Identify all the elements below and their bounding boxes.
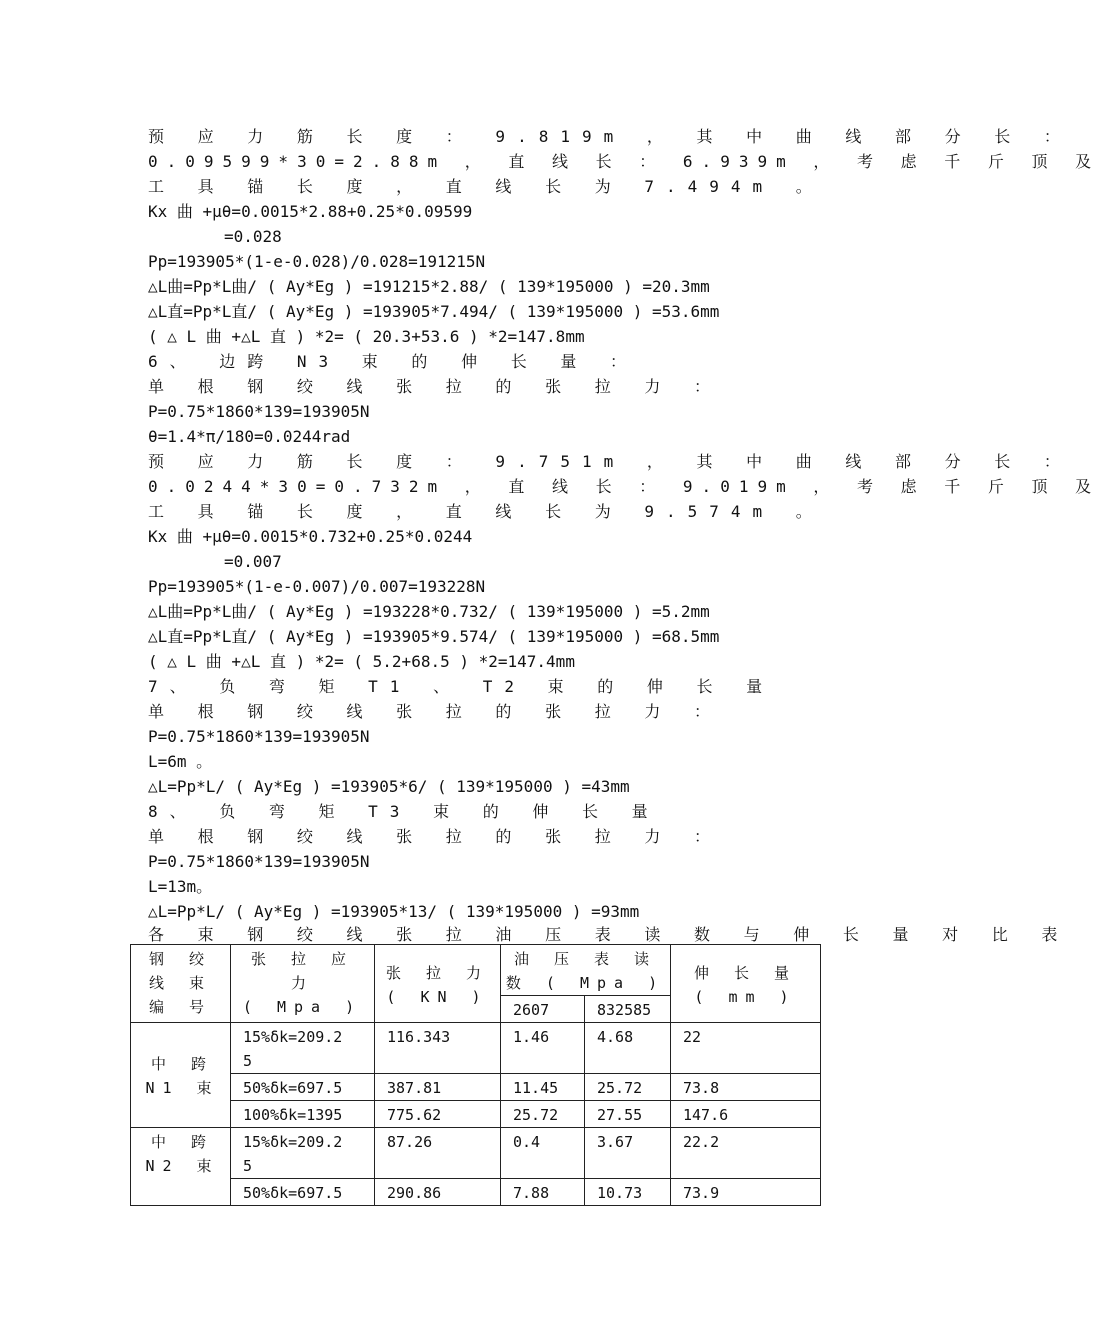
header-elongation: 伸 长 量 ( mm ) <box>671 945 821 1023</box>
text-line: Pp=193905*(1-e-0.007)/0.007=193228N <box>148 577 486 596</box>
cell-force: 116.343 <box>375 1023 501 1074</box>
text-line: P=0.75*1860*139=193905N <box>148 727 370 746</box>
text-line: 预 应 力 筋 长 度 ： 9.751m ， 其 中 曲 线 部 分 长 ： <box>148 452 1072 471</box>
cell-gauge-1: 1.46 <box>501 1023 585 1074</box>
text-line: Kx 曲 +μθ=0.0015*0.732+0.25*0.0244 <box>148 527 473 546</box>
cell-gauge-2: 25.72 <box>585 1074 671 1101</box>
text-line: △L直=Pp*L直/ ( Ay*Eg ) =193905*7.494/ ( 139*195000 ) =53.6mm <box>148 302 720 321</box>
cell-gauge-2: 27.55 <box>585 1101 671 1128</box>
cell-stress: 50%δk=697.5 <box>231 1179 375 1206</box>
cell-gauge-1: 11.45 <box>501 1074 585 1101</box>
cell-elongation: 22.2 <box>671 1128 821 1179</box>
cell-gauge-2: 10.73 <box>585 1179 671 1206</box>
table-row <box>131 1179 821 1206</box>
cell-gauge-1: 25.72 <box>501 1101 585 1128</box>
text-line: L=13m。 <box>148 877 213 896</box>
cell-stress: 15%δk=209.2 5 <box>231 1023 375 1074</box>
text-line: L=6m 。 <box>148 752 213 771</box>
text-line: 工 具 锚 长 度 ， 直 线 长 为 9.574m 。 <box>148 502 824 521</box>
header-gauge-2: 832585 <box>585 996 671 1023</box>
text-line: Kx 曲 +μθ=0.0015*2.88+0.25*0.09599 <box>148 202 473 221</box>
cell-elongation: 73.9 <box>671 1179 821 1206</box>
cell-gauge-2: 4.68 <box>585 1023 671 1074</box>
text-line: 0.0244*30=0.732m ， 直 线 长 ： 9.019m ， 考 虑 千 斤 顶 及 <box>148 477 1100 496</box>
table-row <box>131 1128 821 1179</box>
cell-force: 87.26 <box>375 1128 501 1179</box>
text-line: △L曲=Pp*L曲/ ( Ay*Eg ) =191215*2.88/ ( 139*195000 ) =20.3mm <box>148 277 710 296</box>
header-gauge-1: 2607 <box>501 996 585 1023</box>
text-line: 0.09599*30=2.88m ， 直 线 长 ： 6.939m ， 考 虑 千 斤 顶 及 <box>148 152 1100 171</box>
cell-stress: 100%δk=1395 <box>231 1101 375 1128</box>
cell-stress: 50%δk=697.5 <box>231 1074 375 1101</box>
header-gauge: 油 压 表 读 数 ( Mpa ) <box>501 945 671 996</box>
group-label: 中 跨 N2 束 <box>131 1128 231 1206</box>
text-line: 单 根 钢 绞 线 张 拉 的 张 拉 力 ： <box>148 377 722 396</box>
cell-gauge-1: 7.88 <box>501 1179 585 1206</box>
cell-gauge-1: 0.4 <box>501 1128 585 1179</box>
text-line: P=0.75*1860*139=193905N <box>148 402 370 421</box>
text-line: △L曲=Pp*L曲/ ( Ay*Eg ) =193228*0.732/ ( 139*195000 ) =5.2mm <box>148 602 710 621</box>
cell-gauge-2: 3.67 <box>585 1128 671 1179</box>
cell-force: 387.81 <box>375 1074 501 1101</box>
text-line: 工 具 锚 长 度 ， 直 线 长 为 7.494m 。 <box>148 177 824 196</box>
header-strand-id: 钢 绞 线 束 编 号 <box>131 945 231 1023</box>
cell-stress: 15%δk=209.2 5 <box>231 1128 375 1179</box>
section-heading: 8、 负 弯 矩 T3 束 的 伸 长 量 <box>148 802 660 821</box>
table-header-row <box>131 945 821 996</box>
text-line: △L=Pp*L/ ( Ay*Eg ) =193905*13/ ( 139*195000 ) =93mm <box>148 902 640 921</box>
section-heading: 7、 负 弯 矩 T1 、 T2 束 的 伸 长 量 <box>148 677 775 696</box>
cell-elongation: 147.6 <box>671 1101 821 1128</box>
cell-elongation: 73.8 <box>671 1074 821 1101</box>
text-line: 预 应 力 筋 长 度 ： 9.819m ， 其 中 曲 线 部 分 长 ： <box>148 127 1072 146</box>
comparison-table <box>130 944 821 1206</box>
text-line: θ=1.4*π/180=0.0244rad <box>148 427 351 446</box>
group-label: 中 跨 N1 束 <box>131 1023 231 1128</box>
text-line: △L=Pp*L/ ( Ay*Eg ) =193905*6/ ( 139*195000 ) =43mm <box>148 777 630 796</box>
text-line: Pp=193905*(1-e-0.028)/0.028=191215N <box>148 252 486 271</box>
table-title: 各 束 钢 绞 线 张 拉 油 压 表 读 数 与 伸 长 量 对 比 表 <box>148 925 1070 944</box>
text-line: 单 根 钢 绞 线 张 拉 的 张 拉 力 ： <box>148 827 722 846</box>
text-line: P=0.75*1860*139=193905N <box>148 852 370 871</box>
header-force: 张 拉 力 ( KN ) <box>375 945 501 1023</box>
text-line: =0.007 <box>224 552 282 571</box>
table-row <box>131 1101 821 1128</box>
cell-force: 775.62 <box>375 1101 501 1128</box>
table-row <box>131 1074 821 1101</box>
text-line: △L直=Pp*L直/ ( Ay*Eg ) =193905*9.574/ ( 139*195000 ) =68.5mm <box>148 627 720 646</box>
text-line: ( △ L 曲 +△L 直 ) *2= ( 20.3+53.6 ) *2=147.8mm <box>148 327 585 346</box>
header-stress: 张 拉 应 力 ( Mpa ) <box>231 945 375 1023</box>
text-line: 单 根 钢 绞 线 张 拉 的 张 拉 力 ： <box>148 702 722 721</box>
cell-elongation: 22 <box>671 1023 821 1074</box>
section-heading: 6、 边跨 N3 束 的 伸 长 量 ： <box>148 352 638 371</box>
text-line: ( △ L 曲 +△L 直 ) *2= ( 5.2+68.5 ) *2=147.4mm <box>148 652 575 671</box>
text-line: =0.028 <box>224 227 282 246</box>
cell-force: 290.86 <box>375 1179 501 1206</box>
table-row <box>131 1023 821 1074</box>
